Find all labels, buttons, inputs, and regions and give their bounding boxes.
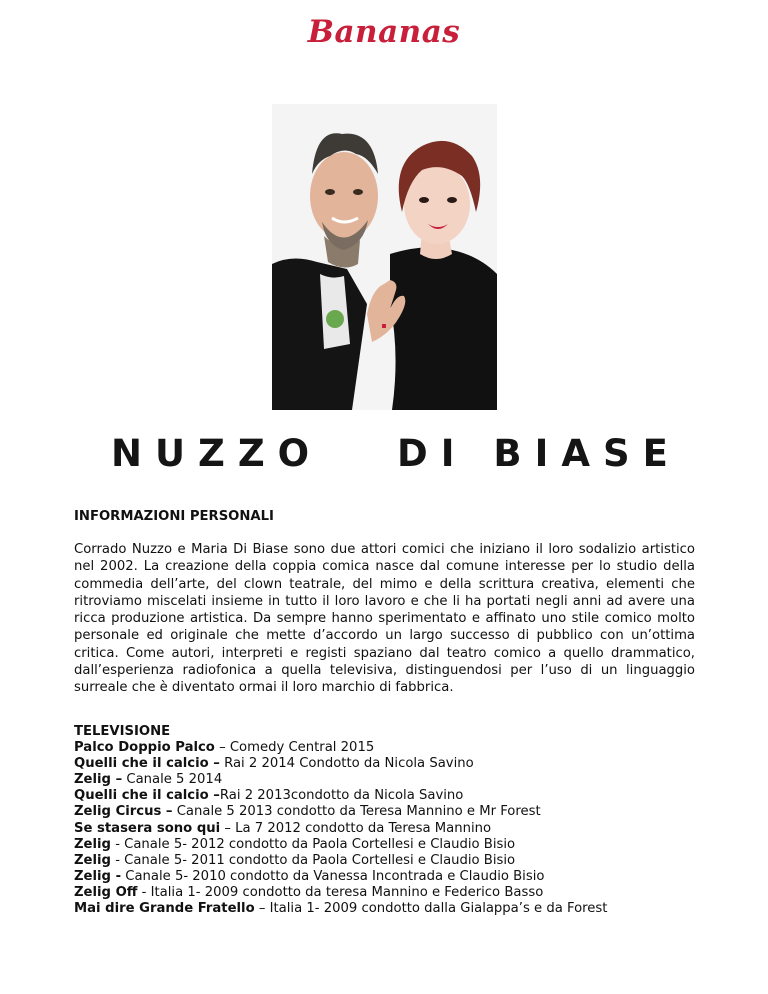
name-di-biase: DI BIASE	[397, 432, 681, 475]
list-item	[74, 885, 607, 901]
show-details: - Italia 1- 2009 condotto da teresa Mannino e Federico Basso	[137, 884, 544, 900]
show-details: – Comedy Central 2015	[214, 740, 375, 756]
show-details: Rai 2 2014 Condotto da Nicola Savino	[219, 756, 474, 772]
show-details: Canale 5- 2010 condotto da Vanessa Incontrada e Claudio Bisio	[121, 868, 545, 884]
show-name: Quelli che il calcio –	[74, 788, 220, 804]
show-name: Palco Doppio Palco	[74, 740, 215, 756]
show-name: Zelig Circus –	[74, 804, 173, 820]
personal-info-heading: INFORMAZIONI PERSONALI	[74, 509, 274, 524]
list-item	[74, 772, 607, 788]
show-name: Zelig -	[74, 868, 122, 884]
list-item	[74, 821, 607, 837]
list-item	[74, 756, 607, 772]
show-name: Quelli che il calcio –	[74, 756, 220, 772]
show-details: - Canale 5- 2011 condotto da Paola Cortellesi e Claudio Bisio	[111, 852, 516, 868]
television-list	[74, 724, 607, 917]
show-name: Zelig Off	[74, 884, 138, 900]
show-details: - Canale 5- 2012 condotto da Paola Cortellesi e Claudio Bisio	[111, 836, 516, 852]
show-details: Rai 2 2013condotto da Nicola Savino	[219, 788, 464, 804]
show-name: Zelig –	[74, 772, 123, 788]
personal-info-text: Corrado Nuzzo e Maria Di Biase sono due attori comici che iniziano il loro sodalizio artistico nel 2002. La creazione della coppia comica nasce dal comune interesse per lo studio della commedia dell’arte, del clown teatrale, del mimo e della scrittura creativa, elementi che ritroviamo miscelati insieme in tutto il loro lavoro e che li ha portati negli anni ad avere una ricca produzione artistica. Da sempre hanno sperimentato e affinato uno stile comico molto personale ed originale che mette d’accordo un largo successo di pubblico con un’ottima critica. Come autori, interpreti e registi spaziano dal teatro comico a quello drammatico, dall’esperienza radiofonica a quella televisiva, distinguendosi per l’uso di un linguaggio surreale che è diventato ormai il loro marchio di fabbrica.	[74, 542, 695, 696]
list-item	[74, 837, 607, 853]
show-details: – La 7 2012 condotto da Teresa Mannino	[220, 820, 492, 836]
list-item	[74, 901, 607, 917]
show-details: Canale 5 2014	[122, 772, 223, 788]
bananas-logo: Bananas	[307, 14, 461, 50]
list-item	[74, 788, 607, 804]
show-name: Se stasera sono qui	[74, 820, 221, 836]
list-item	[74, 869, 607, 885]
show-details: – Italia 1- 2009 condotto dalla Gialappa’s e da Forest	[254, 901, 608, 917]
show-details: Canale 5 2013 condotto da Teresa Mannino e Mr Forest	[172, 804, 541, 820]
list-item	[74, 853, 607, 869]
list-item	[74, 804, 607, 820]
show-name: Zelig	[74, 836, 111, 852]
television-heading: TELEVISIONE	[74, 724, 171, 739]
portrait-photo	[272, 104, 497, 410]
name-nuzzo: NUZZO	[111, 432, 323, 475]
show-name: Zelig	[74, 852, 111, 868]
list-item	[74, 740, 607, 756]
show-name: Mai dire Grande Fratello	[74, 901, 255, 917]
